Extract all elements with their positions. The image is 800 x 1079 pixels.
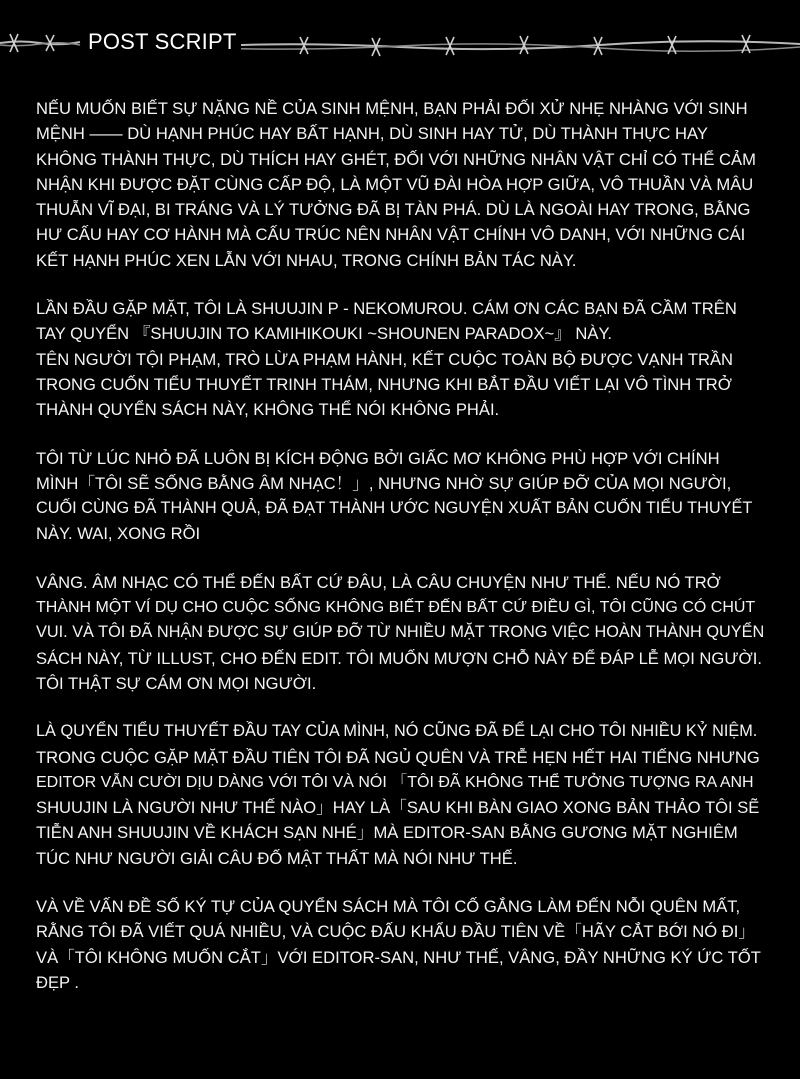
paragraph	[36, 446, 764, 547]
text-line: HƯ CẤU HAY CƠ HÀNH MÀ CẤU TRÚC NÊN NHÂN VẬT CHÍNH VÔ DANH, VỚI NHỮNG CÁI	[36, 225, 746, 245]
post-script-body	[36, 96, 764, 1018]
header	[0, 20, 800, 64]
text-line: TAY QUYỂN 『SHUUJIN TO KAMIHIKOUKI ~SHOUNEN PARADOX~』 NÀY.	[36, 324, 612, 344]
text-line: VÂNG. ÂM NHẠC CÓ THỂ ĐẾN BẤT CỨ ĐÂU, LÀ CÂU CHUYỆN NHƯ THẾ. NẾU NÓ TRỞ	[36, 572, 721, 592]
text-line: TÚC NHƯ NGƯỜI GIẢI CÂU ĐỐ MẬT THẤT MÀ NÓI NHƯ THẾ.	[36, 848, 518, 868]
text-line: MÌNH「TÔI SẼ SỐNG BẰNG ÂM NHẠC！」, NHƯNG NHỜ SỰ GIÚP ĐỠ CỦA MỌI NGƯỜI,	[36, 473, 732, 493]
text-line: NHẬN KHI ĐƯỢC ĐẶT CÙNG CẤP ĐỘ, LÀ MỘT VŨ ĐÀI HÒA HỢP GIỮA, VÔ THUẦN VÀ MÂU	[36, 174, 754, 194]
text-line: EDITOR VẪN CƯỜI DỊU DÀNG VỚI TÔI VÀ NÓI 「TÔI ĐÃ KHÔNG THỂ TƯỞNG TƯỢNG RA ANH	[36, 773, 754, 791]
text-line: VÀ「TÔI KHÔNG MUỐN CẮT」VỚI EDITOR-SAN, NHƯ THẾ, VÂNG, ĐẦY NHỮNG KÝ ỨC TỐT	[36, 947, 761, 967]
text-line: TRONG CUỘC GẶP MẶT ĐẦU TIÊN TÔI ĐÃ NGỦ QUÊN VÀ TRỄ HẸN HẾT HAI TIẾNG NHƯNG	[36, 747, 760, 767]
text-line: SHUUJIN LÀ NGƯỜI NHƯ THẾ NÀO」HAY LÀ「SAU KHI BÀN GIAO XONG BẢN THẢO TÔI SẼ	[36, 798, 760, 818]
text-line: ĐẸP .	[36, 972, 80, 992]
text-line: VUI. VÀ TÔI ĐÃ NHẬN ĐƯỢC SỰ GIÚP ĐỠ TỪ NHIỀU MẶT TRONG VIỆC HOÀN THÀNH QUYỂN	[36, 623, 765, 642]
text-line: THÀNH QUYỂN SÁCH NÀY, KHÔNG THỂ NÓI KHÔNG PHẢI.	[36, 400, 500, 420]
text-line: LÀ QUYỂN TIỂU THUYẾT ĐẦU TAY CỦA MÌNH, NÓ CŨNG ĐÃ ĐỂ LẠI CHO TÔI NHIỀU KỶ NIỆM.	[36, 722, 758, 741]
text-line: SÁCH NÀY, TỪ ILLUST, CHO ĐẾN EDIT. TÔI MUỐN MƯỢN CHỖ NÀY ĐỂ ĐÁP LỄ MỌI NGƯỜI.	[36, 648, 762, 668]
text-line: THUẪN VĨ ĐẠI, BI TRÁNG VÀ LÝ TƯỞNG ĐÃ BỊ TÀN PHÁ. DÙ LÀ NGOÀI HAY TRONG, BẰNG	[36, 200, 751, 220]
text-line: CUỐI CÙNG ĐÃ THÀNH QUẢ, ĐÃ ĐẠT THÀNH ƯỚC NGUYỆN XUẤT BẢN CUỐN TIỂU THUYẾT	[36, 499, 753, 518]
paragraph	[36, 894, 764, 995]
paragraph	[36, 719, 764, 871]
text-line: TÔI TỪ LÚC NHỎ ĐÃ LUÔN BỊ KÍCH ĐỘNG BỞI GIẤC MƠ KHÔNG PHÙ HỢP VỚI CHÍNH	[36, 448, 720, 468]
paragraph	[36, 296, 764, 422]
text-line: KẾT HẠNH PHÚC XEN LẪN VỚI NHAU, TRONG CHÍNH BẢN TÁC NÀY.	[36, 250, 577, 270]
page-title: POST SCRIPT	[84, 28, 241, 56]
text-line: TRONG CUỐN TIỂU THUYẾT TRINH THÁM, NHƯNG KHI BẮT ĐẦU VIẾT LẠI VÔ TÌNH TRỞ	[36, 374, 732, 394]
text-line: KHÔNG THÀNH THỰC, DÙ THÍCH HAY GHÉT, ĐỐI VỚI NHỮNG NHÂN VẬT CHỈ CÓ THỂ CẢM	[36, 149, 756, 169]
text-line: MỆNH —— DÙ HẠNH PHÚC HAY BẤT HẠNH, DÙ SINH HAY TỬ, DÙ THÀNH THỰC HAY	[36, 124, 708, 144]
text-line: VÀ VỀ VẤN ĐỀ SỐ KÝ TỰ CỦA QUYỂN SÁCH MÀ TÔI CỐ GẮNG LÀM ĐẾN NỖI QUÊN MẤT,	[36, 897, 741, 917]
text-line: TÔI THẬT SỰ CÁM ƠN MỌI NGƯỜI.	[36, 673, 317, 693]
text-line: RẰNG TÔI ĐÃ VIẾT QUÁ NHIỀU, VÀ CUỘC ĐẤU KHẨU ĐẦU TIÊN VỀ「HÃY CẮT BỚI NÓ ĐI」	[36, 922, 755, 942]
paragraph	[36, 96, 764, 273]
text-line: TIỄN ANH SHUUJIN VỀ KHÁCH SẠN NHÉ」MÀ EDITOR-SAN BẰNG GƯƠNG MẶT NGHIÊM	[36, 823, 738, 843]
text-line: TÊN NGƯỜI TỘI PHẠM, TRÒ LỪA PHẠM HÀNH, KẾT CUỘC TOÀN BỘ ĐƯỢC VẠNH TRẦN	[36, 349, 734, 369]
text-line: NẾU MUỐN BIẾT SỰ NẶNG NỀ CỦA SINH MỆNH, BẠN PHẢI ĐỐI XỬ NHẸ NHÀNG VỚI SINH	[36, 99, 748, 118]
text-line: THÀNH MỘT VÍ DỤ CHO CUỘC SỐNG KHÔNG BIẾT ĐẾN BẤT CỨ ĐIỀU GÌ, TÔI CŨNG CÓ CHÚT	[36, 599, 756, 617]
text-line: LẦN ĐẦU GẶP MẶT, TÔI LÀ SHUUJIN P - NEKOMUROU. CÁM ƠN CÁC BẠN ĐÃ CẦM TRÊN	[36, 299, 737, 319]
text-line: NÀY. WAI, XONG RỒI	[36, 524, 201, 544]
paragraph	[36, 570, 764, 696]
